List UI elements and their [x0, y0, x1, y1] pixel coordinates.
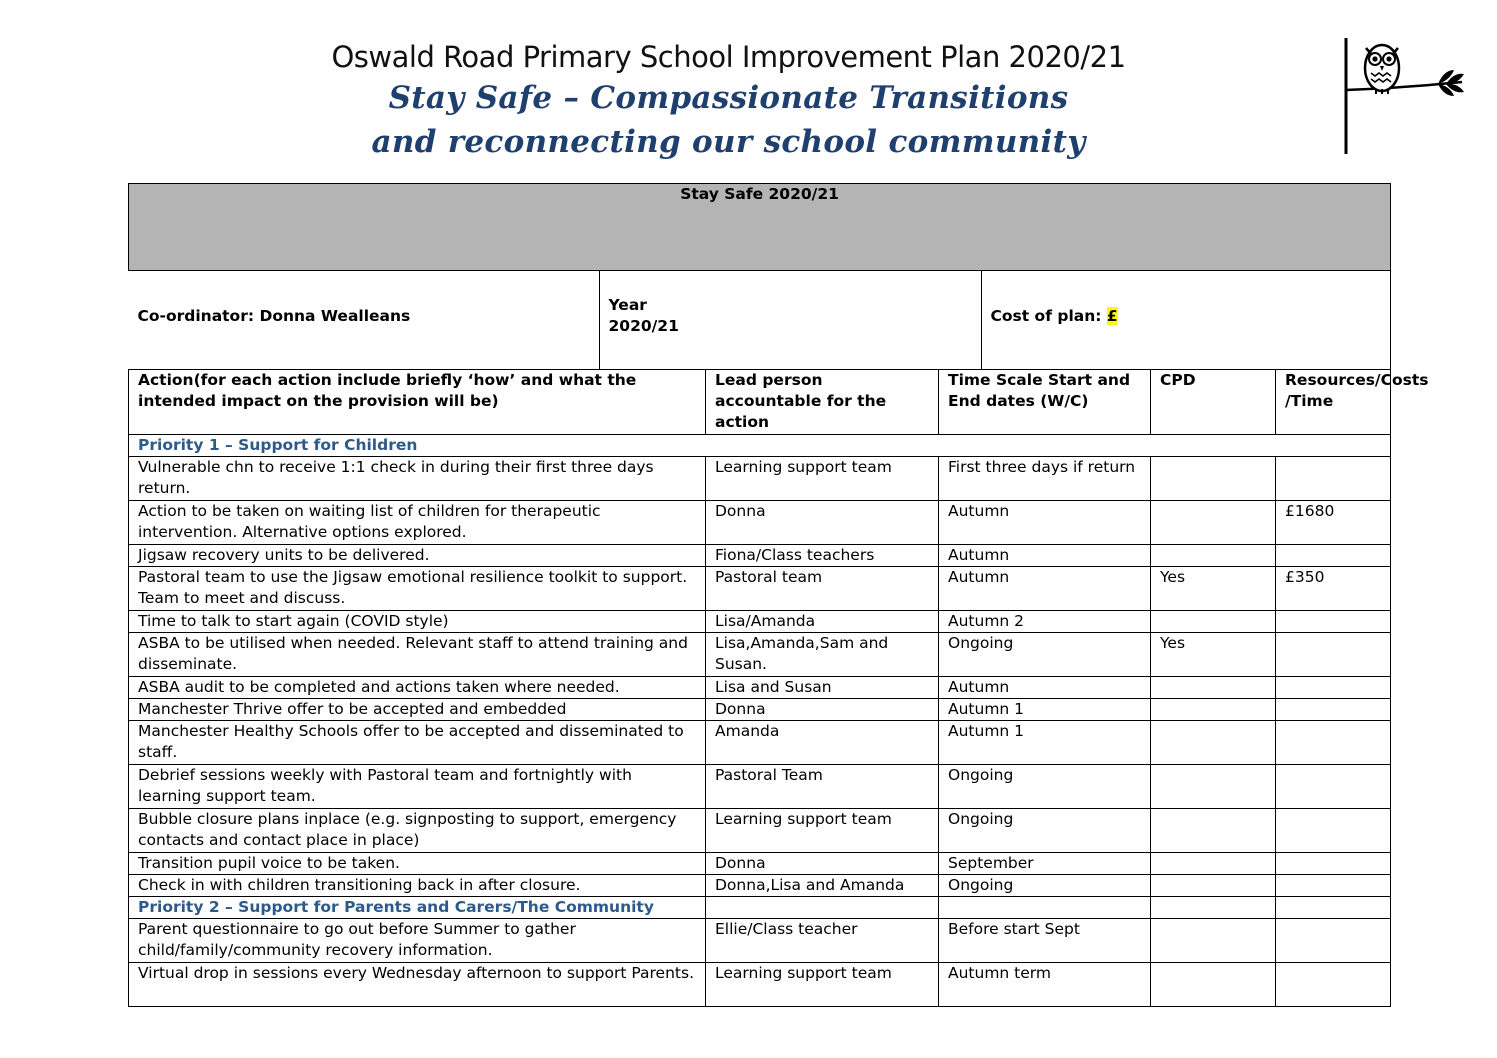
cpd-cell — [1151, 699, 1276, 721]
cpd-cell: Yes — [1151, 567, 1276, 611]
table-row — [129, 611, 1391, 633]
time-cell: Autumn — [939, 567, 1151, 611]
table-row — [129, 677, 1391, 699]
lead-cell: Fiona/Class teachers — [706, 545, 939, 567]
lead-cell: Donna,Lisa and Amanda — [706, 875, 939, 897]
cost-value: £ — [1106, 306, 1118, 325]
resources-cell — [1276, 721, 1391, 765]
table-row — [129, 875, 1391, 897]
action-cell: Time to talk to start again (COVID style) — [129, 611, 706, 633]
resources-cell — [1276, 699, 1391, 721]
plan-title: Stay Safe 2020/21 — [129, 184, 1391, 271]
resources-cell — [1276, 545, 1391, 567]
action-cell: Vulnerable chn to receive 1:1 check in during their first three days return. — [129, 457, 706, 501]
time-cell: September — [939, 853, 1151, 875]
action-cell: ASBA to be utilised when needed. Relevant staff to attend training and disseminate. — [129, 633, 706, 677]
resources-cell — [1276, 611, 1391, 633]
table-row — [129, 721, 1391, 765]
lead-cell: Learning support team — [706, 457, 939, 501]
resources-cell: £350 — [1276, 567, 1391, 611]
table-row — [129, 809, 1391, 853]
resources-cell: £1680 — [1276, 501, 1391, 545]
col-header-resources: Resources/Costs /Time — [1276, 370, 1391, 435]
time-cell: Autumn 1 — [939, 721, 1151, 765]
priority-heading-row — [129, 435, 1391, 457]
lead-cell: Lisa/Amanda — [706, 611, 939, 633]
year-label: Year 2020/21 — [608, 296, 679, 335]
plan-meta-row — [129, 271, 1391, 370]
resources-cell — [1276, 919, 1391, 963]
action-cell: Pastoral team to use the Jigsaw emotional resilience toolkit to support. Team to meet and discuss. — [129, 567, 706, 611]
time-cell: Ongoing — [939, 875, 1151, 897]
time-cell: Ongoing — [939, 633, 1151, 677]
action-cell: Parent questionnaire to go out before Summer to gather child/family/community recovery information. — [129, 919, 706, 963]
action-cell: Jigsaw recovery units to be delivered. — [129, 545, 706, 567]
cost-label: Cost of plan: — [990, 306, 1107, 325]
lead-cell: Donna — [706, 853, 939, 875]
lead-cell: Donna — [706, 501, 939, 545]
time-cell: Autumn — [939, 545, 1151, 567]
lead-cell: Ellie/Class teacher — [706, 919, 939, 963]
lead-cell: Pastoral Team — [706, 765, 939, 809]
action-cell: Virtual drop in sessions every Wednesday afternoon to support Parents. — [129, 963, 706, 1007]
column-header-row — [129, 370, 1391, 435]
table-row — [129, 457, 1391, 501]
time-cell: Autumn 2 — [939, 611, 1151, 633]
time-cell: Before start Sept — [939, 919, 1151, 963]
cpd-cell — [1151, 611, 1276, 633]
lead-cell: Learning support team — [706, 809, 939, 853]
owl-on-branch-icon — [1342, 38, 1472, 156]
cpd-cell — [1151, 765, 1276, 809]
resources-cell — [1276, 633, 1391, 677]
cpd-cell: Yes — [1151, 633, 1276, 677]
cpd-cell — [1151, 875, 1276, 897]
resources-cell — [1276, 875, 1391, 897]
cpd-cell — [1151, 677, 1276, 699]
action-cell: ASBA audit to be completed and actions taken where needed. — [129, 677, 706, 699]
table-row — [129, 545, 1391, 567]
action-cell: Debrief sessions weekly with Pastoral team and fortnightly with learning support team. — [129, 765, 706, 809]
action-cell: Transition pupil voice to be taken. — [129, 853, 706, 875]
action-cell: Check in with children transitioning back in after closure. — [129, 875, 706, 897]
plan-title-row — [129, 184, 1391, 271]
col-header-lead: Lead person accountable for the action — [706, 370, 939, 435]
time-cell: Autumn — [939, 677, 1151, 699]
cpd-cell — [1151, 501, 1276, 545]
cpd-cell — [1151, 853, 1276, 875]
table-row — [129, 501, 1391, 545]
resources-cell — [1276, 765, 1391, 809]
action-cell: Bubble closure plans inplace (e.g. signposting to support, emergency contacts and contact place in place) — [129, 809, 706, 853]
page-subtitle-line1: Stay Safe – Compassionate Transitions — [388, 80, 1069, 116]
priority-1-title: Priority 1 – Support for Children — [129, 435, 1391, 457]
time-cell: Autumn — [939, 501, 1151, 545]
resources-cell — [1276, 457, 1391, 501]
resources-cell — [1276, 853, 1391, 875]
resources-cell — [1276, 963, 1391, 1007]
stay-safe-plan-table — [128, 183, 1429, 1007]
table-row — [129, 699, 1391, 721]
page-header — [0, 38, 1457, 164]
cost-of-plan — [981, 271, 1390, 369]
lead-cell: Donna — [706, 699, 939, 721]
table-row — [129, 853, 1391, 875]
table-row — [129, 765, 1391, 809]
action-cell: Manchester Healthy Schools offer to be accepted and disseminated to staff. — [129, 721, 706, 765]
page-subtitle-line2: and reconnecting our school community — [371, 124, 1086, 160]
cpd-cell — [1151, 457, 1276, 501]
cpd-cell — [1151, 545, 1276, 567]
table-row — [129, 567, 1391, 611]
priority-2-title: Priority 2 – Support for Parents and Carers/The Community — [129, 897, 706, 919]
cpd-cell — [1151, 919, 1276, 963]
action-cell: Action to be taken on waiting list of children for therapeutic intervention. Alternative options explored. — [129, 501, 706, 545]
lead-cell: Amanda — [706, 721, 939, 765]
page-title: Oswald Road Primary School Improvement Plan 2020/21 — [331, 40, 1126, 74]
time-cell: Autumn 1 — [939, 699, 1151, 721]
resources-cell — [1276, 677, 1391, 699]
table-row — [129, 919, 1391, 963]
table-row — [129, 633, 1391, 677]
time-cell: First three days if return — [939, 457, 1151, 501]
col-header-cpd: CPD — [1151, 370, 1276, 435]
lead-cell: Pastoral team — [706, 567, 939, 611]
col-header-action: Action(for each action include briefly ‘how’ and what the intended impact on the provision will be) — [129, 370, 706, 435]
lead-cell: Lisa,Amanda,Sam and Susan. — [706, 633, 939, 677]
cpd-cell — [1151, 963, 1276, 1007]
time-cell: Autumn term — [939, 963, 1151, 1007]
action-cell: Manchester Thrive offer to be accepted and embedded — [129, 699, 706, 721]
time-cell: Ongoing — [939, 765, 1151, 809]
cpd-cell — [1151, 721, 1276, 765]
coordinator-label: Co-ordinator: Donna Wealleans — [129, 271, 600, 369]
cpd-cell — [1151, 809, 1276, 853]
col-header-time: Time Scale Start and End dates (W/C) — [939, 370, 1151, 435]
resources-cell — [1276, 809, 1391, 853]
lead-cell: Lisa and Susan — [706, 677, 939, 699]
time-cell: Ongoing — [939, 809, 1151, 853]
table-row — [129, 963, 1391, 1007]
priority-heading-row — [129, 897, 1391, 919]
lead-cell: Learning support team — [706, 963, 939, 1007]
